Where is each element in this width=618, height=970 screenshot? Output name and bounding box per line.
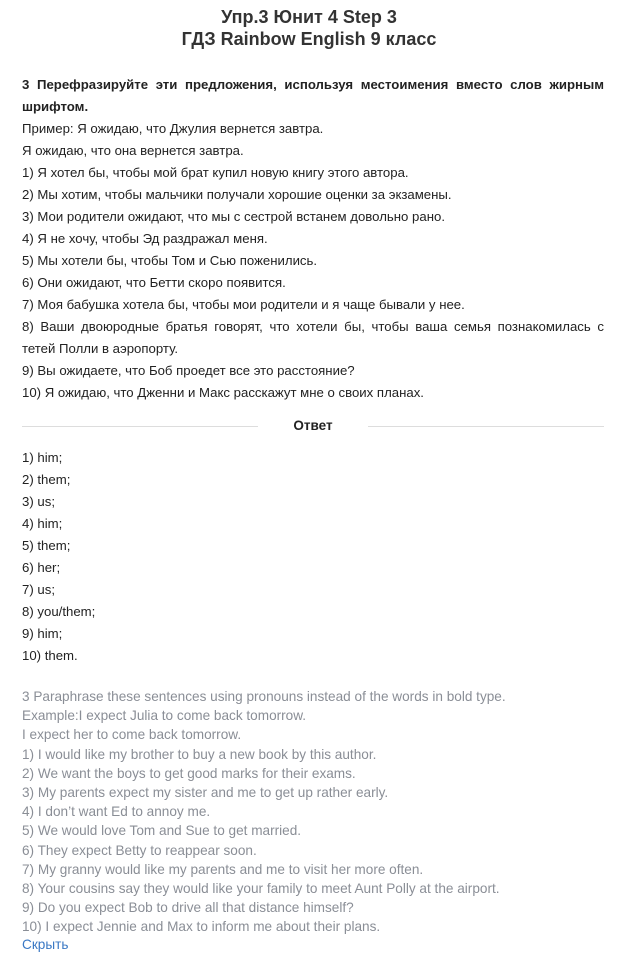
english-item: 1) I would like my brother to buy a new book by this author. xyxy=(22,746,377,762)
hide-link[interactable]: Скрыть xyxy=(22,937,69,952)
answer-item: 6) her; xyxy=(22,560,61,575)
answer-item: 3) us; xyxy=(22,494,55,509)
task-example-2: Я ожидаю, что она вернется завтра. xyxy=(22,143,244,158)
divider-rule-right xyxy=(368,426,604,427)
english-item: 3) My parents expect my sister and me to get up rather early. xyxy=(22,785,389,801)
answer-divider xyxy=(22,415,604,437)
answer-item: 2) them; xyxy=(22,472,71,487)
english-heading: 3 Paraphrase these sentences using pronouns instead of the words in bold type. xyxy=(22,689,506,704)
task-block xyxy=(22,74,604,404)
answer-item: 10) them. xyxy=(22,648,78,663)
task-item: 9) Вы ожидаете, что Боб проедет все это расстояние? xyxy=(22,363,355,378)
task-item: 7) Моя бабушка хотела бы, чтобы мои родители и я чаще бывали у нее. xyxy=(22,297,465,312)
english-item: 2) We want the boys to get good marks for their exams. xyxy=(22,765,356,781)
task-item: 4) Я не хочу, чтобы Эд раздражал меня. xyxy=(22,231,268,246)
answer-item: 4) him; xyxy=(22,516,63,531)
answer-item: 9) him; xyxy=(22,626,63,641)
task-item: 10) Я ожидаю, что Дженни и Макс расскажут мне о своих планах. xyxy=(22,385,424,400)
english-item: 8) Your cousins say they would like your family to meet Aunt Polly at the airport. xyxy=(22,881,500,897)
task-item: 1) Я хотел бы, чтобы мой брат купил новую книгу этого автора. xyxy=(22,165,409,180)
english-item: 4) I don’t want Ed to annoy me. xyxy=(22,804,211,820)
english-example-2: I expect her to come back tomorrow. xyxy=(22,727,242,743)
task-item: 5) Мы хотели бы, чтобы Том и Сью поженились. xyxy=(22,253,318,268)
task-item: 3) Мои родители ожидают, что мы с сестрой встанем довольно рано. xyxy=(22,209,445,224)
english-item: 6) They expect Betty to reappear soon. xyxy=(22,842,257,858)
title-line-1: Упр.3 Юнит 4 Step 3 xyxy=(221,7,397,27)
answer-item: 7) us; xyxy=(22,582,55,597)
english-original-block xyxy=(22,687,612,937)
answer-list xyxy=(22,447,95,667)
task-heading: 3 Перефразируйте эти предложения, используя местоимения вместо слов жирным шрифтом. xyxy=(22,77,604,114)
english-item: 9) Do you expect Bob to drive all that distance himself? xyxy=(22,900,354,916)
english-item: 10) I expect Jennie and Max to inform me about their plans. xyxy=(22,919,381,935)
answer-item: 5) them; xyxy=(22,538,71,553)
english-example-1: Example:I expect Julia to come back tomorrow. xyxy=(22,708,307,724)
task-item: 8) Ваши двоюродные братья говорят, что хотели бы, чтобы ваша семья познакомилась с тетей Полли в аэропорту. xyxy=(22,319,604,356)
task-example-1: Пример: Я ожидаю, что Джулия вернется завтра. xyxy=(22,121,324,136)
answer-item: 1) him; xyxy=(22,450,63,465)
answer-label: Ответ xyxy=(293,418,333,433)
english-item: 5) We would love Tom and Sue to get married. xyxy=(22,823,302,839)
task-item: 6) Они ожидают, что Бетти скоро появится. xyxy=(22,275,286,290)
page-title xyxy=(0,6,618,50)
english-item: 7) My granny would like my parents and me to visit her more often. xyxy=(22,861,424,877)
title-line-2: ГДЗ Rainbow English 9 класс xyxy=(181,29,437,49)
answer-item: 8) you/them; xyxy=(22,604,96,619)
task-item: 2) Мы хотим, чтобы мальчики получали хорошие оценки за экзамены. xyxy=(22,187,452,202)
